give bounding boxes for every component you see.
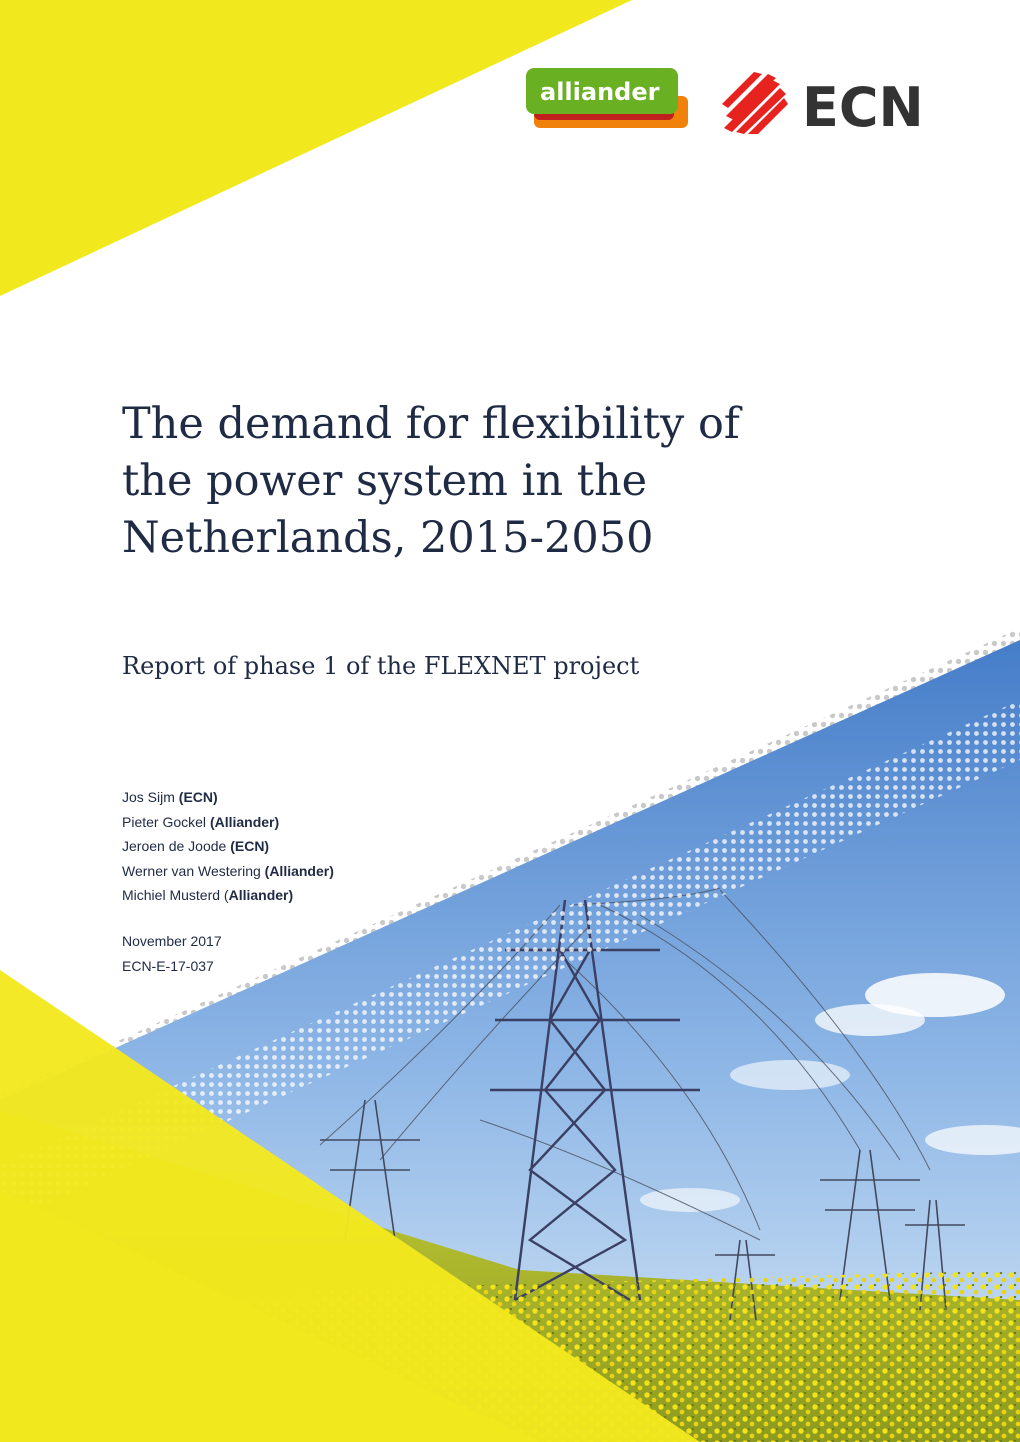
author-item bbox=[122, 785, 542, 810]
author-affiliation: (ECN) bbox=[230, 838, 270, 854]
author-item bbox=[122, 810, 542, 835]
author-list bbox=[122, 785, 542, 908]
author-affiliation: Alliander) bbox=[228, 887, 294, 903]
author-name: Michiel Musterd ( bbox=[122, 887, 229, 903]
title-line: Netherlands, 2015-2050 bbox=[122, 513, 654, 563]
author-affiliation: (Alliander) bbox=[209, 813, 280, 830]
author-name: Werner van Westering bbox=[122, 862, 261, 879]
ecn-logo-text: ECN bbox=[802, 76, 924, 134]
author-affiliation: (ECN) bbox=[178, 789, 218, 805]
title-line: The demand for flexibility of bbox=[122, 399, 740, 449]
report-number: ECN-E-17-037 bbox=[122, 957, 214, 974]
author-affiliation: (Alliander) bbox=[264, 862, 334, 879]
report-date: November 2017 bbox=[122, 933, 222, 949]
ecn-logo bbox=[720, 72, 930, 134]
author-name: Pieter Gockel bbox=[122, 813, 207, 830]
yellow-triangle-top bbox=[0, 0, 632, 296]
ecn-stripes-icon bbox=[722, 72, 788, 134]
author-item bbox=[122, 883, 542, 908]
alliander-logo-text: alliander bbox=[540, 78, 660, 106]
report-subtitle: Report of phase 1 of the FLEXNET project bbox=[122, 652, 640, 680]
author-item bbox=[122, 859, 542, 884]
author-name: Jos Sijm bbox=[122, 789, 175, 805]
author-item bbox=[122, 834, 542, 859]
title-line: the power system in the bbox=[122, 456, 648, 506]
report-title bbox=[122, 396, 822, 567]
alliander-logo bbox=[526, 68, 688, 130]
author-name: Jeroen de Joode bbox=[122, 838, 227, 854]
report-meta bbox=[122, 929, 422, 978]
